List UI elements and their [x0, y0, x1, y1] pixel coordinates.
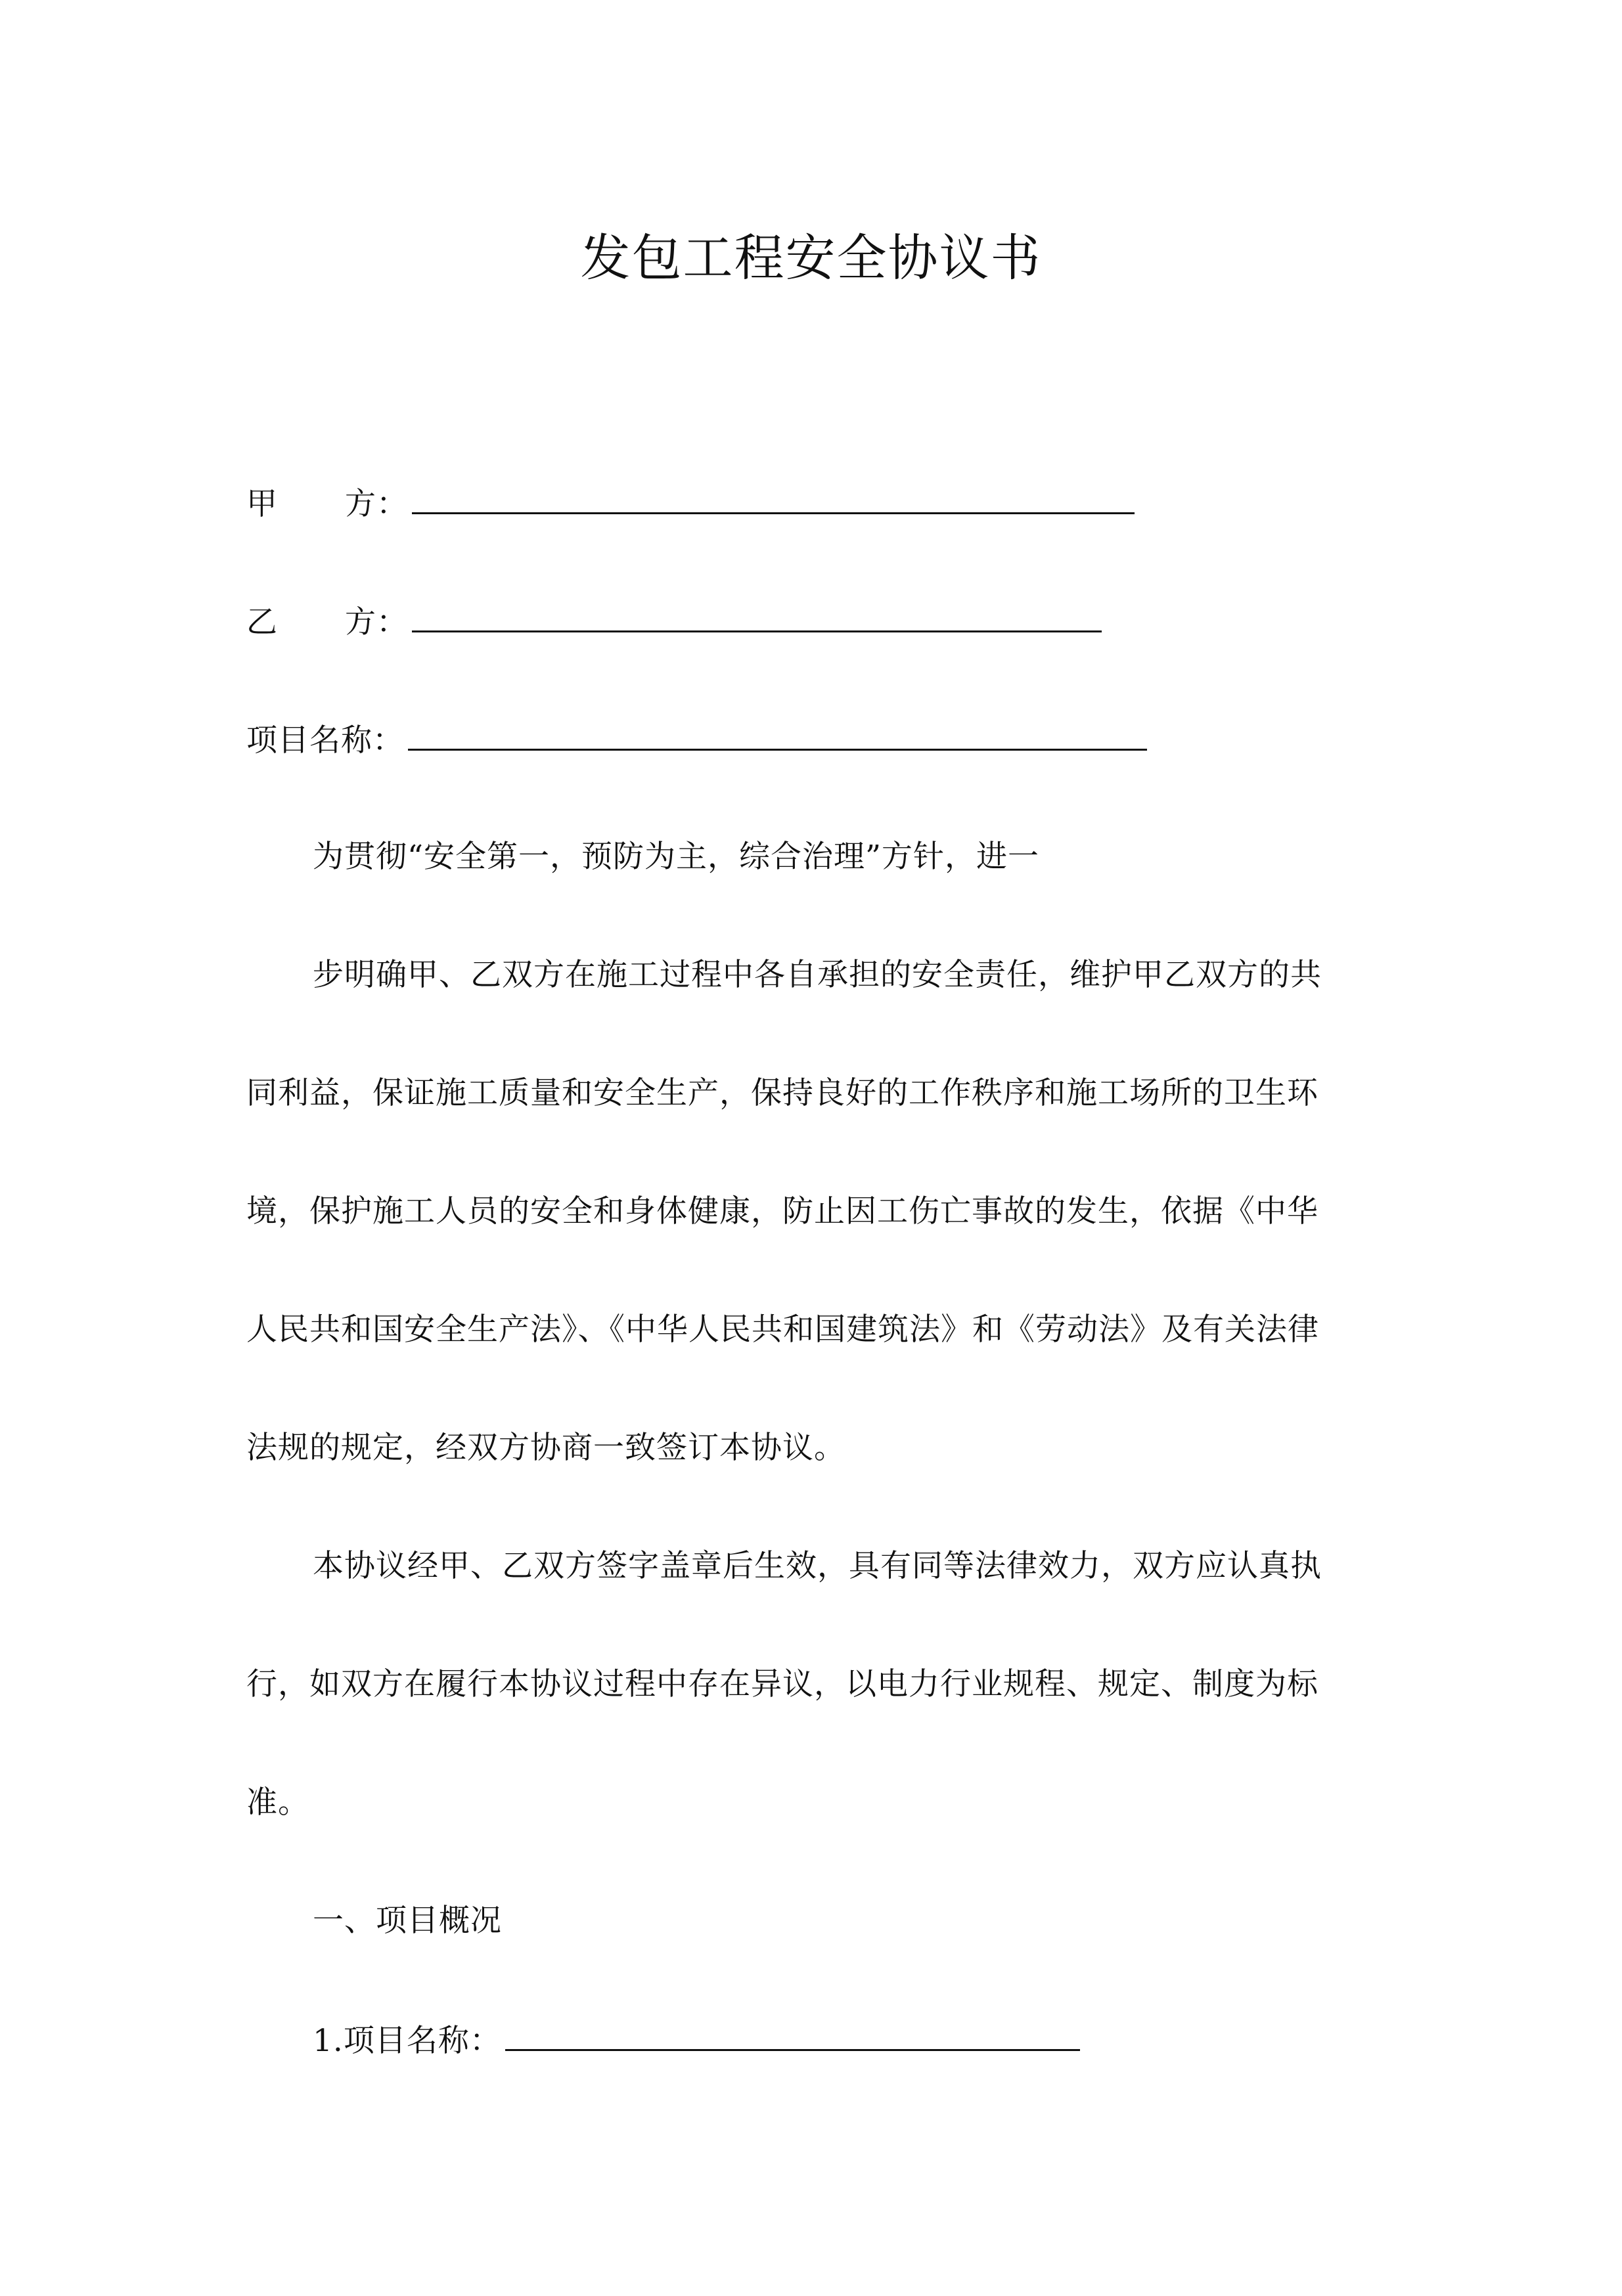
paragraph-1-line-1: 为贯彻“安全第一，预防为主，综合治理”方针，进一: [313, 839, 1040, 875]
paragraph-1-line-6: 法规的规定，经双方协商一致签订本协议。: [246, 1430, 845, 1466]
party-b-label-char2: 方：: [345, 604, 408, 640]
party-a-blank-line[interactable]: [412, 479, 1135, 514]
paragraph-1-line-3: 同利益，保证施工质量和安全生产，保持良好的工作秩序和施工场所的卫生环: [246, 1075, 1318, 1111]
project-name-label: 项目名称：: [246, 722, 404, 759]
paragraph-1-line-2: 步明确甲、乙双方在施工过程中各自承担的安全责任，维护甲乙双方的共: [313, 957, 1322, 993]
party-b-field: [246, 598, 1102, 646]
paragraph-2-line-2: 行，如双方在履行本协议过程中存在异议，以电力行业规程、规定、制度为标: [246, 1666, 1318, 1702]
paragraph-1-line-5: 人民共和国安全生产法》、《中华人民共和国建筑法》和《劳动法》及有关法律: [246, 1312, 1319, 1348]
party-a-label-char2: 方：: [345, 486, 408, 522]
document-title: 发包工程安全协议书: [580, 229, 1042, 287]
project-name-blank-line[interactable]: [408, 716, 1147, 751]
section-1-item-1: [313, 2016, 1080, 2064]
paragraph-1-line-4: 境，保护施工人员的安全和身体健康，防止因工伤亡事故的发生，依据《中华: [246, 1193, 1318, 1229]
paragraph-2-line-1: 本协议经甲、乙双方签字盖章后生效，具有同等法律效力，双方应认真执: [313, 1548, 1322, 1584]
party-b-label-char1: 乙: [246, 604, 278, 640]
party-a-label-char1: 甲: [246, 486, 278, 522]
section-1-item-1-label: 1.项目名称：: [313, 2023, 501, 2059]
section-1-heading: 一、项目概况: [313, 1903, 502, 1939]
section-1-item-1-blank-line[interactable]: [505, 2016, 1080, 2051]
party-a-field: [246, 479, 1135, 527]
paragraph-2-line-3: 准。: [246, 1784, 309, 1821]
party-b-blank-line[interactable]: [412, 598, 1102, 632]
project-name-field: [246, 716, 1147, 764]
